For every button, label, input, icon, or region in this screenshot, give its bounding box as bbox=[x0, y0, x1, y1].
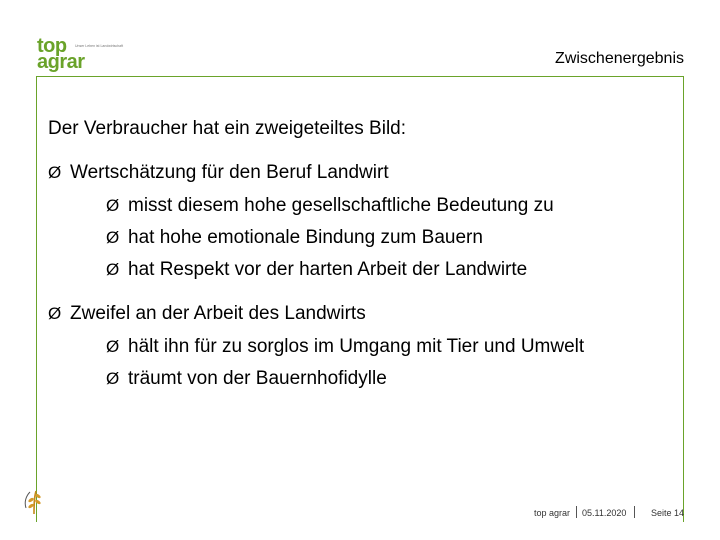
footer-date: 05.11.2020 bbox=[582, 508, 627, 518]
arrow-bullet-icon: Ø bbox=[48, 304, 62, 323]
footer-separator bbox=[576, 506, 577, 518]
sub-bullet-text: hat hohe emotionale Bindung zum Bauern bbox=[128, 227, 483, 248]
sub-bullet-text: misst diesem hohe gesellschaftliche Bedeutung zu bbox=[128, 195, 554, 216]
bullet-group-title: Wertschätzung für den Beruf Landwirt bbox=[70, 162, 389, 183]
sub-bullet bbox=[106, 336, 584, 358]
sub-bullet-text: hält ihn für zu sorglos im Umgang mit Tier und Umwelt bbox=[128, 336, 585, 357]
wheat-logo-icon bbox=[22, 488, 46, 516]
sub-bullet bbox=[106, 227, 483, 249]
sub-bullet-text: hat Respekt vor der harten Arbeit der Landwirte bbox=[128, 259, 528, 280]
bullet-group-title: Zweifel an der Arbeit des Landwirts bbox=[70, 303, 366, 324]
sub-bullet-text: träumt von der Bauernhofidylle bbox=[128, 368, 387, 389]
content-frame bbox=[36, 76, 684, 522]
top-agrar-logo bbox=[37, 35, 127, 73]
arrow-bullet-icon: Ø bbox=[106, 260, 120, 279]
footer-page-number: Seite 14 bbox=[651, 508, 685, 518]
arrow-bullet-icon: Ø bbox=[106, 228, 120, 247]
arrow-bullet-icon: Ø bbox=[48, 163, 62, 182]
footer-brand: top agrar bbox=[534, 508, 571, 518]
footer-separator bbox=[634, 506, 635, 518]
sub-bullet bbox=[106, 368, 387, 390]
sub-bullet bbox=[106, 195, 554, 217]
logo-top-text: top bbox=[37, 35, 67, 57]
slide-heading: Der Verbraucher hat ein zweigeteiltes Bild: bbox=[48, 118, 407, 139]
logo-tagline: Unser Leben ist Landwirtschaft bbox=[75, 44, 124, 48]
slide-section-title: Zwischenergebnis bbox=[555, 50, 684, 67]
arrow-bullet-icon: Ø bbox=[106, 337, 120, 356]
arrow-bullet-icon: Ø bbox=[106, 369, 120, 388]
arrow-bullet-icon: Ø bbox=[106, 196, 120, 215]
sub-bullet bbox=[106, 259, 527, 281]
bullet-group-1 bbox=[48, 162, 389, 184]
logo-agrar-text: agrar bbox=[37, 51, 85, 73]
bullet-group-2 bbox=[48, 303, 366, 325]
